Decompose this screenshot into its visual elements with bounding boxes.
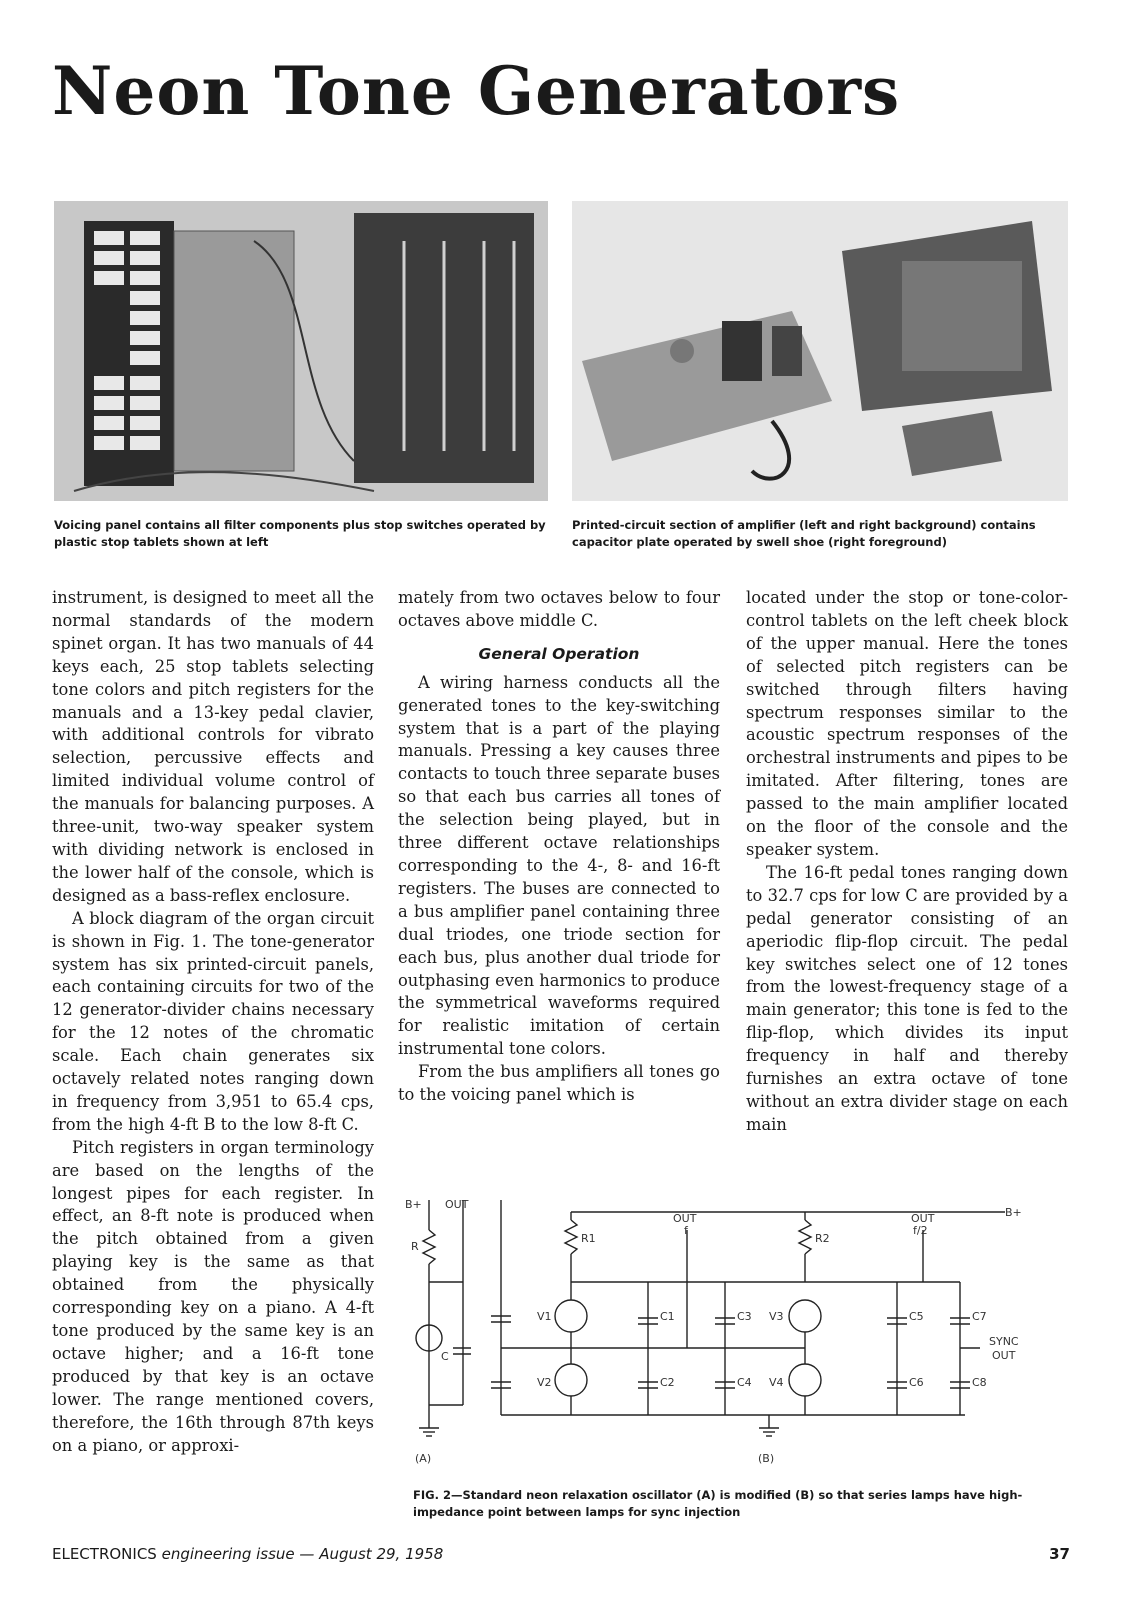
paragraph: Pitch registers in organ terminology are based on the lengths of the longest pipes for each register. In effect, an 8-ft note is produced when the pitch obtained from a given playing key is the same as that obtained from the physically corresponding key on a piano. A 4-ft tone produced by the same key is an octave higher; and a 16-ft tone produced by that key is an octave lower. The range mentioned covers, therefore, the 16th through 87th keys on a piano, or approxi- [52,1137,374,1455]
magazine-name: ELECTRONICS [52,1545,157,1563]
left-photo-caption: Voicing panel contains all filter components plus stop switches operated by plastic stop tablets shown at left [54,518,546,549]
label-out-f: OUT [673,1212,697,1225]
label-part-a: (A) [415,1452,432,1465]
label-c1: C1 [660,1310,675,1323]
label-out-f2: OUT [911,1212,935,1225]
label-sync: SYNC [989,1335,1019,1348]
label-f2: f/2 [913,1224,928,1237]
paragraph: A block diagram of the organ circuit is shown in Fig. 1. The tone-generator system has six printed-circuit panels, each containing circuits for two of the 12 generator-divider chains necessary for the 12 notes of the chromatic scale. Each chain generates six octavely related notes ranging down in frequency from 3,951 to 65.4 cps, from the high 4-ft B to the low 8-ft C. [52,908,374,1134]
section-heading: General Operation [478,644,640,663]
label-bplus-a: B+ [405,1198,422,1211]
label-bplus-b: B+ [1005,1206,1022,1219]
label-c2: C2 [660,1376,675,1389]
fig2-schematic [405,1190,1063,1480]
label-r: R [411,1240,419,1253]
text-column-2 [398,587,720,1107]
label-c8: C8 [972,1376,987,1389]
voicing-panel-photo [54,201,548,501]
label-c6: C6 [909,1376,924,1389]
label-c7: C7 [972,1310,987,1323]
paragraph: instrument, is designed to meet all the normal standards of the modern spinet organ. It has two manuals of 44 keys each, 25 stop tablets selecting tone colors and pitch registers for the manuals and a 13-key pedal clavier, with additional controls for vibrato selection, percussive effects and limited individual volume control of the manuals for balancing purposes. A three-unit, two-way speaker system with dividing network is enclosed in the lower half of the console, which is designed as a bass-reflex enclosure. [52,588,374,905]
label-v3: V3 [769,1310,784,1323]
label-c: C [441,1350,449,1363]
label-r1: R1 [581,1232,596,1245]
label-v4: V4 [769,1376,784,1389]
page-number: 37 [1049,1545,1070,1563]
label-c4: C4 [737,1376,752,1389]
figure-2-caption: FIG. 2—Standard neon relaxation oscillator (A) is modified (B) so that series lamps have high-impedance point between lamps for sync injection [413,1488,1023,1519]
label-part-b: (B) [758,1452,775,1465]
label-v1: V1 [537,1310,552,1323]
article-title: Neon Tone Generators [52,52,901,130]
right-photo-caption: Printed-circuit section of amplifier (left and right background) contains capacitor plate operated by swell shoe (right foreground) [572,518,1036,549]
paragraph: The 16-ft pedal tones ranging down to 32.7 cps for low C are provided by a pedal generator consisting of an aperiodic flip-flop circuit. The pedal key switches select one of 12 tones from the lowest-frequency stage of a main generator; this tone is fed to the flip-flop, which divides its input frequency in half and thereby furnishes an extra octave of tone without an extra divider stage on each main [746,862,1068,1134]
text-column-1 [52,587,374,1457]
label-v2: V2 [537,1376,552,1389]
text-column-3 [746,587,1068,1137]
paragraph: A wiring harness conducts all the generated tones to the key-switching system that is a part of the playing manuals. Pressing a key causes three contacts to touch three separate buses so that each bus carries all tones of the selection being played, but in three different octave relationships corresponding to the 4-, 8- and 16-ft registers. The buses are connected to a bus amplifier panel containing three dual triodes, one triode section for each bus, plus another dual triode for outphasing even harmonics to produce the symmetrical waveforms required for realistic imitation of certain instrumental tone colors. [398,672,720,1059]
label-c5: C5 [909,1310,924,1323]
issue-info: engineering issue — August 29, 1958 [161,1545,444,1563]
paragraph: located under the stop or tone-color-control tablets on the left cheek block of the upper manual. Here the tones of selected pitch registers can be switched through filters having spectrum responses similar to the acoustic spectrum responses of the orchestral instruments and pipes to be imitated. After filtering, tones are passed to the main amplifier located on the floor of the console and the speaker system. [746,588,1068,859]
amplifier-photo [572,201,1068,501]
label-c3: C3 [737,1310,752,1323]
label-f: f [684,1224,688,1237]
label-r2: R2 [815,1232,830,1245]
label-sync-out: OUT [992,1349,1016,1362]
footer-citation [52,1545,443,1563]
label-out-a: OUT [445,1198,469,1211]
paragraph: mately from two octaves below to four octaves above middle C. [398,588,720,630]
paragraph: From the bus amplifiers all tones go to the voicing panel which is [398,1062,720,1105]
